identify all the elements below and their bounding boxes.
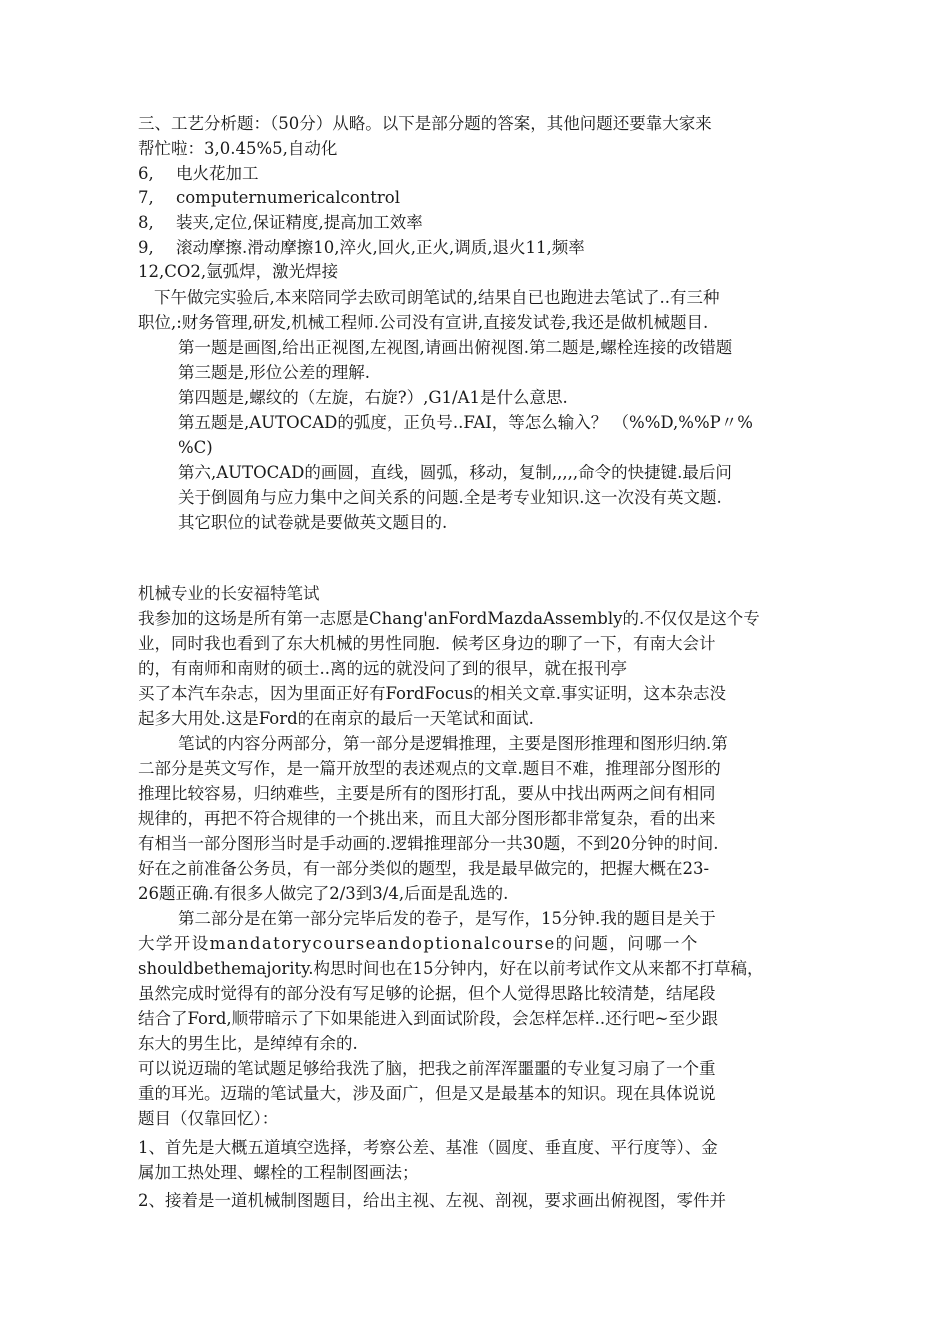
text-line: 东大的男生比，是绰绰有余的. xyxy=(138,1034,358,1053)
question-4: 第四题是,螺纹的（左旋，右旋?）,G1/A1是什么意思. xyxy=(178,388,568,407)
text-line: 二部分是英文写作，是一篇开放型的表述观点的文章.题目不难，推理部分图形的 xyxy=(138,759,721,778)
answer-item xyxy=(138,162,259,186)
question-5-line1: 第五题是,AUTOCAD的弧度，正负号..FAI，等怎么输入？ （%%D,%%P〃% xyxy=(178,413,753,432)
text-line: 可以说迈瑞的笔试题足够给我洗了脑，把我之前浑浑噩噩的专业复习扇了一个重 xyxy=(138,1059,716,1078)
question-3: 第三题是,形位公差的理解. xyxy=(178,363,370,382)
answer-number: 8, xyxy=(138,213,154,232)
text-line: shouldbethemajority.构思时间也在15分钟内，好在以前考试作文从来都不打草稿， xyxy=(138,959,764,978)
text-line: 的，有南师和南财的硕士..离的远的就没问了到的很早，就在报刊亭 xyxy=(138,659,627,678)
answer-text: 滚动摩擦.滑动摩擦10,淬火,回火,正火,调质,退火11,频率 xyxy=(176,238,585,257)
question-6-line1: 第六,AUTOCAD的画圆，直线，圆弧，移动，复制,,,,,命令的快捷键.最后问 xyxy=(178,463,732,482)
text-line: 题目（仅靠回忆）： xyxy=(138,1109,279,1128)
list-item-2-line1: 2、接着是一道机械制图题目，给出主视、左视、剖视，要求画出俯视图，零件并 xyxy=(138,1191,726,1210)
answer-item xyxy=(138,186,400,210)
text-line: 第二部分是在第一部分完毕后发的卷子，是写作，15分钟.我的题目是关于 xyxy=(178,909,716,928)
text-line: 结合了Ford,顺带暗示了下如果能进入到面试阶段，会怎样怎样..还行吧~至少跟 xyxy=(138,1009,718,1028)
text-line: 我参加的这场是所有第一志愿是Chang'anFordMazdaAssembly的.不仅仅是这个专 xyxy=(138,609,760,628)
section1-intro-line1: 三、工艺分析题：（50分）从略。以下是部分题的答案，其他问题还要靠大家来 xyxy=(138,114,712,133)
list-item-1-line2: 属加工热处理、螺栓的工程制图画法； xyxy=(138,1163,419,1182)
question-5-line2: %C) xyxy=(178,438,213,457)
list-item-1-line1: 1、首先是大概五道填空选择，考察公差、基准（圆度、垂直度、平行度等）、金 xyxy=(138,1138,718,1157)
text-line: 大学开设mandatorycourseandoptionalcourse的问题，问哪一个 xyxy=(138,934,699,953)
answer-item xyxy=(138,211,423,235)
answer-text: computernumericalcontrol xyxy=(176,188,401,207)
question-6-line2: 关于倒圆角与应力集中之间关系的问题.全是考专业知识.这一次没有英文题. xyxy=(178,488,722,507)
text-line: 虽然完成时觉得有的部分没有写足够的论据，但个人觉得思路比较清楚，结尾段 xyxy=(138,984,716,1003)
text-line: 推理比较容易，归纳难些，主要是所有的图形打乱，要从中找出两两之间有相同 xyxy=(138,784,716,803)
text-line: 笔试的内容分两部分，第一部分是逻辑推理，主要是图形推理和图形归纳.第 xyxy=(178,734,728,753)
answer-number: 9, xyxy=(138,238,154,257)
text-line: 买了本汽车杂志，因为里面正好有FordFocus的相关文章.事实证明，这本杂志没 xyxy=(138,684,726,703)
question-6-line3: 其它职位的试卷就是要做英文题目的. xyxy=(178,513,448,532)
question-1: 第一题是画图,给出正视图,左视图,请画出俯视图.第二题是,螺栓连接的改错题 xyxy=(178,338,733,357)
section1-intro-line2: 帮忙啦：3,0.45%5,自动化 xyxy=(138,139,338,158)
section3-title: 机械专业的长安福特笔试 xyxy=(138,584,320,603)
answer-text: 电火花加工 xyxy=(176,164,259,183)
text-line: 业，同时我也看到了东大机械的男性同胞．候考区身边的聊了一下，有南大会计 xyxy=(138,634,716,653)
answer-number: 6, xyxy=(138,164,154,183)
section2-para-line1: 下午做完实验后,本来陪同学去欧司朗笔试的,结果自已也跑进去笔试了..有三种 xyxy=(154,288,720,307)
text-line: 有相当一部分图形当时是手动画的.逻辑推理部分一共30题，不到20分钟的时间. xyxy=(138,834,719,853)
text-line: 重的耳光。迈瑞的笔试量大，涉及面广，但是又是最基本的知识。现在具体说说 xyxy=(138,1084,716,1103)
text-line: 26题正确.有很多人做完了2/3到3/4,后面是乱选的. xyxy=(138,884,509,903)
answer-12: 12,CO2,氩弧焊，激光焊接 xyxy=(138,262,339,281)
text-line: 规律的，再把不符合规律的一个挑出来，而且大部分图形都非常复杂，看的出来 xyxy=(138,809,716,828)
answer-text: 装夹,定位,保证精度,提高加工效率 xyxy=(176,213,423,232)
text-line: 好在之前准备公务员，有一部分类似的题型，我是最早做完的，把握大概在23- xyxy=(138,859,710,878)
answer-number: 7, xyxy=(138,188,154,207)
section2-para-line2: 职位,:财务管理,研发,机械工程师.公司没有宣讲,直接发试卷,我还是做机械题目. xyxy=(138,313,709,332)
text-line: 起多大用处.这是Ford的在南京的最后一天笔试和面试. xyxy=(138,709,534,728)
answer-item xyxy=(138,236,585,260)
